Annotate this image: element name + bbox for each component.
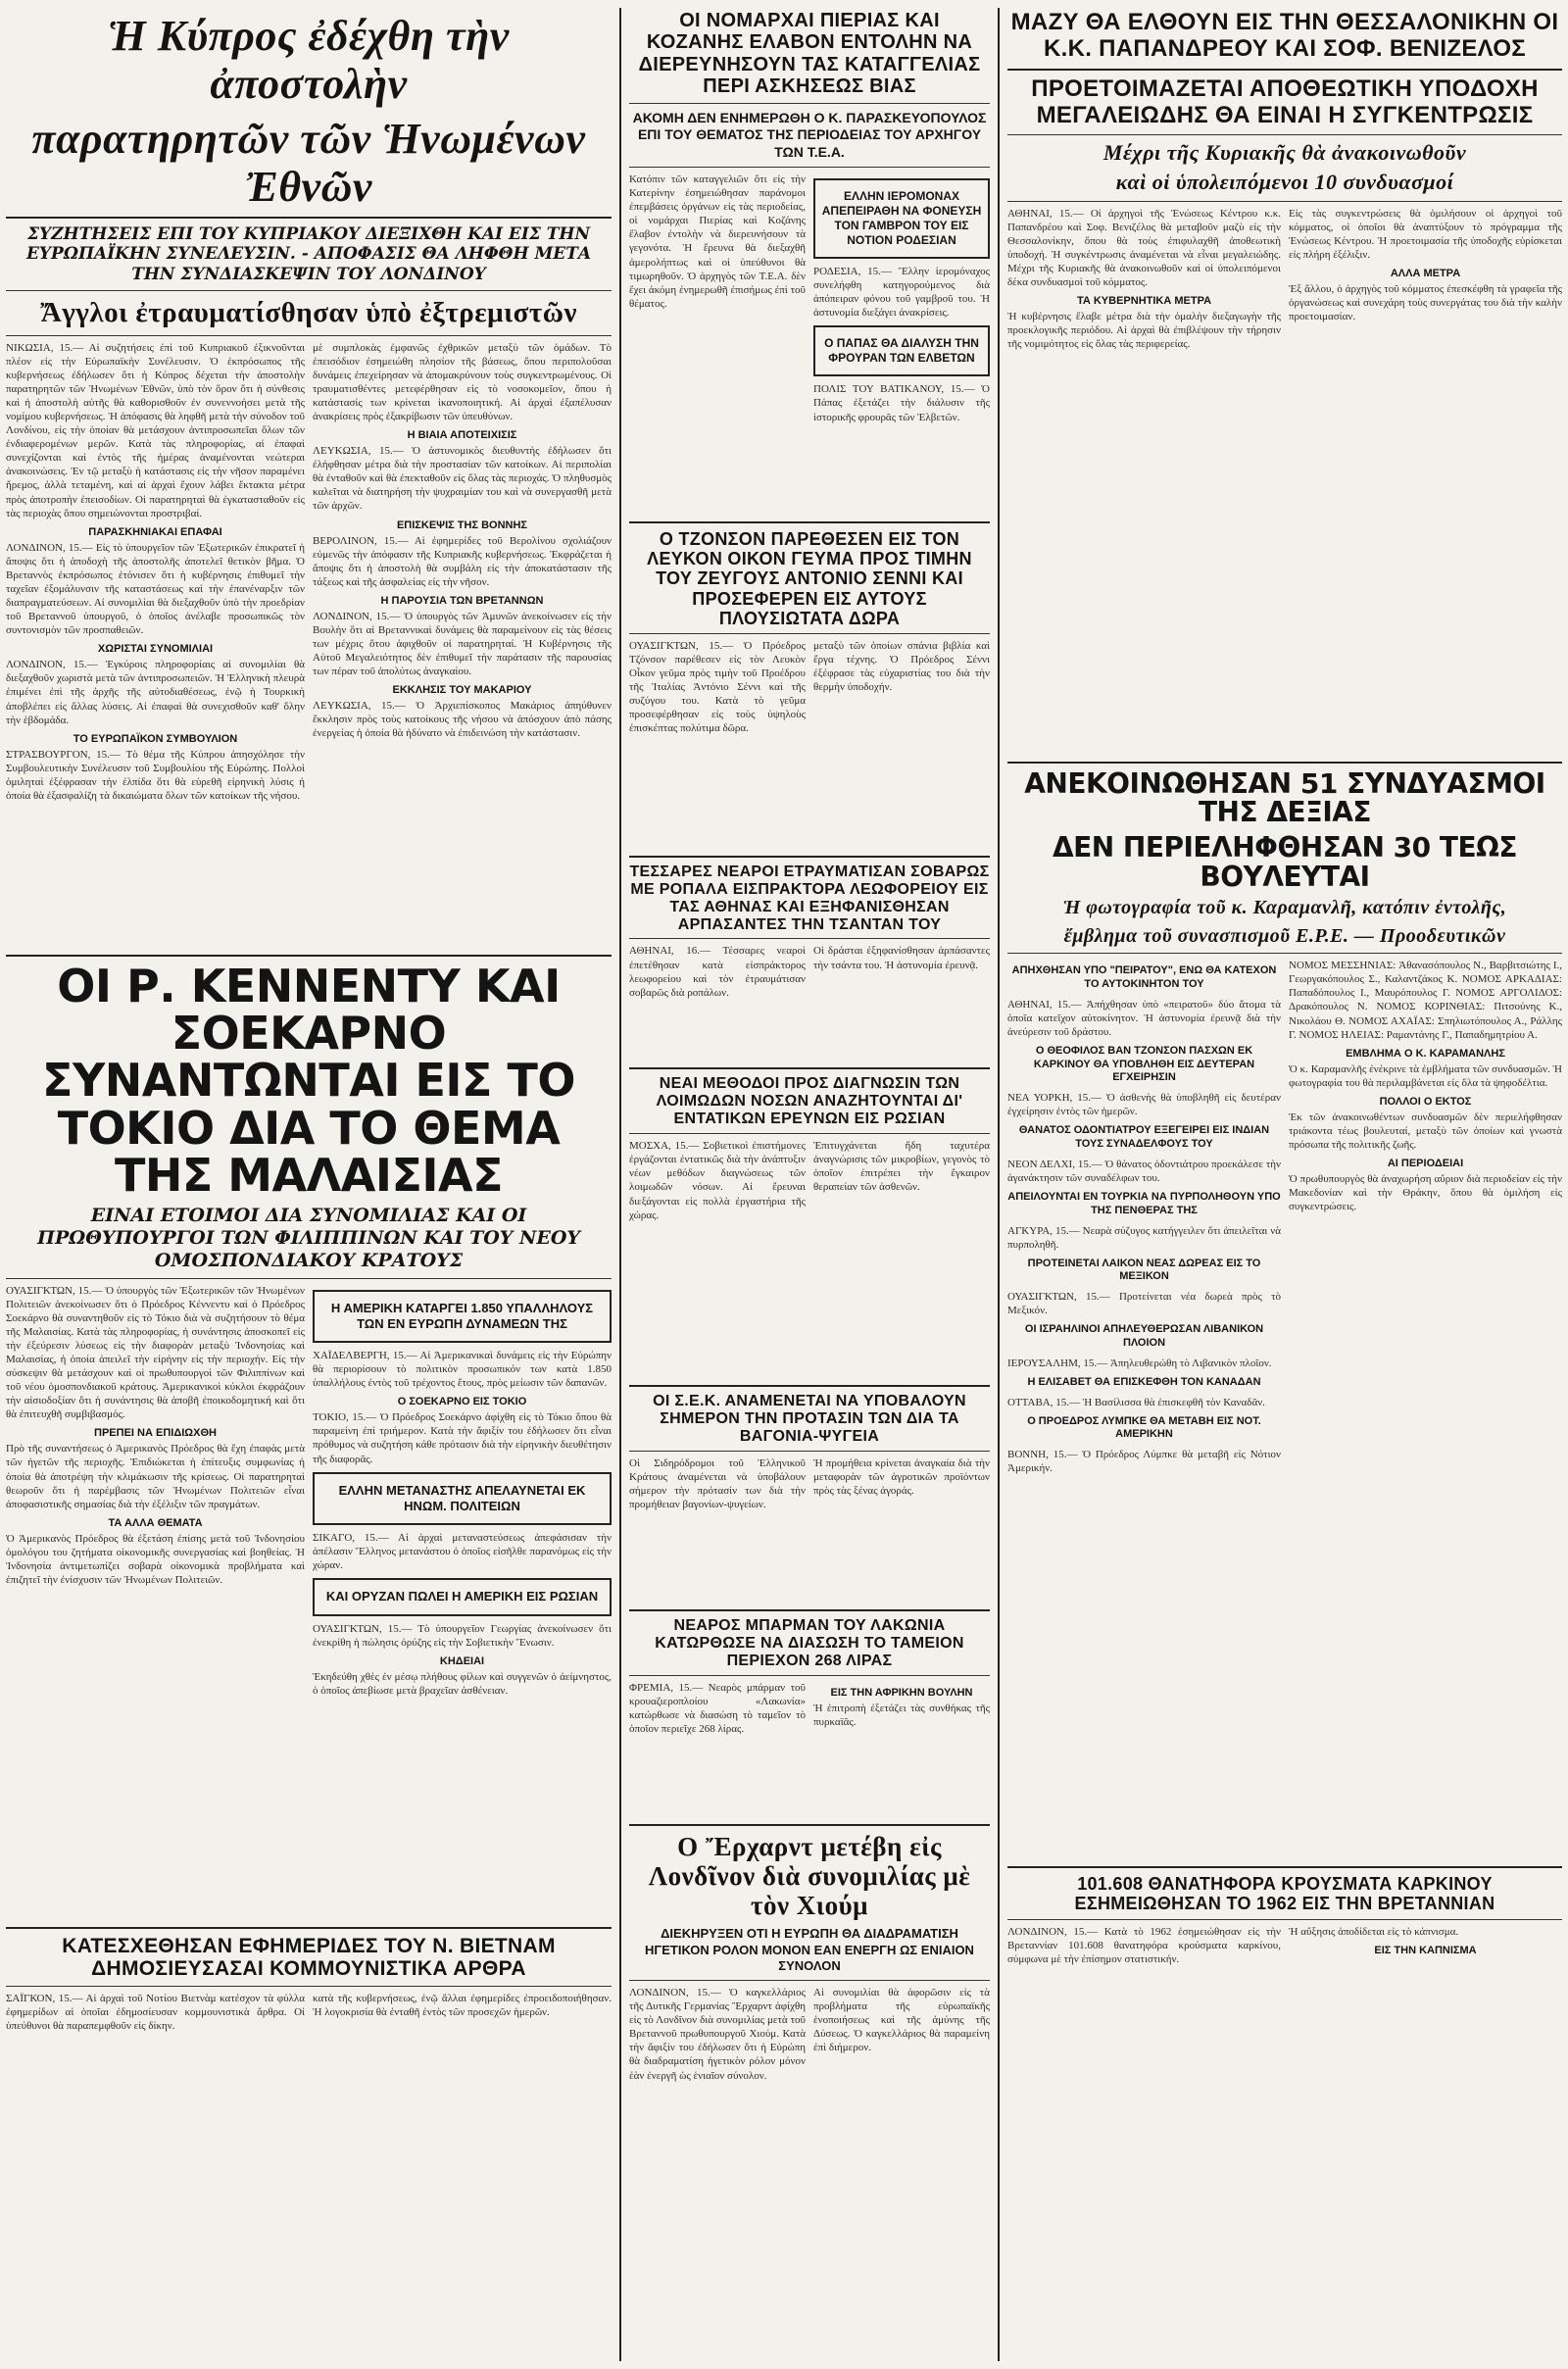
kennedy-deck: ΕΙΝΑΙ ΕΤΟΙΜΟΙ ΔΙΑ ΣΥΝΟΜΙΛΙΑΣ ΚΑΙ ΟΙ ΠΡΩΘΥΠΟΥΡΓΟΙ ΤΩΝ ΦΙΛΙΠΠΙΝΩΝ ΚΑΙ ΤΟΥ ΝΕΟΥ ΟΜΟΣΠΟΝΔΙΑΚΟΥ ΚΡΑΤΟΥΣ [37, 1205, 580, 1271]
turks-headline: Ἄγγλοι ἐτραυματίσθησαν ὑπὸ ἐξτρεμιστῶν [40, 297, 577, 329]
column-middle: ΟΙ ΝΟΜΑΡΧΑΙ ΠΙΕΡΙΑΣ ΚΑΙ ΚΟΖΑΝΗΣ ΕΛΑΒΟΝ ΕΝΤΟΛΗΝ ΝΑ ΔΙΕΡΕΥΝΗΣΟΥΝ ΤΑΣ ΚΑΤΑΓΓΕΛΙΑΣ ΠΕΡΙ ΑΣΚΗΣΕΩΣ ΒΙΑΣ ΑΚΟΜΗ ΔΕΝ ΕΝΗΜΕΡΩΘΗ Ο Κ. ΠΑΡΑΣΚΕΥΟΠΟΥΛΟΣ ΕΠΙ ΤΟΥ ΘΕΜΑΤΟΣ ΤΗΣ ΠΕΡΙΟΔΕΙΑΣ ΤΟΥ ΑΡΧΗΓΟΥ ΤΩΝ Τ.Ε.Α. Κατόπιν τῶν καταγγελιῶν ὅτι εἰς τὴν Κατερίνην ἐσημειώθησαν παράνομοι ἐπεμβάσεις ὀργάνων εἰς τὰς περιοδείας, οἱ νομάρχαι Πιερίας καὶ Κοζάνης ἔλαβον ἐντολὴν νὰ διερευνήσουν τὰ γεγονότα. Ἡ ἔρευνα θὰ διεξαχθῆ ἀμερολήπτως καὶ οἱ ὑπεύθυνοι θὰ τιμωρηθοῦν. Ὁ ἀρχηγὸς τῶν Τ.Ε.Α. δὲν ἔχει ἀκόμη ἐνημερωθῆ ἐπισήμως ἐπὶ τοῦ θέματος. ΕΛΛΗΝ ΙΕΡΟΜΟΝΑΧ ΑΠΕΠΕΙΡΑΘΗ ΝΑ ΦΟΝΕΥΣΗ ΤΟΝ ΓΑΜΒΡΟΝ ΤΟΥ ΕΙΣ ΝΟΤΙΟΝ ΡΟΔΕΣΙΑΝ ΡΟΔΕΣΙΑ, 15.— Ἕλλην ἱερομόναχος συνελήφθη κατηγορούμενος διὰ ἀπόπειραν φόνου τοῦ γαμβροῦ του. Ἡ ἀστυνομία διεξάγει ἀνακρίσεις. Ο ΠΑΠΑΣ ΘΑ ΔΙΑΛΥΣΗ ΤΗΝ ΦΡΟΥΡΑΝ ΤΩΝ ΕΛΒΕΤΩΝ ΠΟΛΙΣ ΤΟΥ ΒΑΤΙΚΑΝΟΥ, 15.— Ὁ Πάπας ἐξετάζει τὴν διάλυσιν τῆς ἱστορικῆς φρουρᾶς τῶν Ἑλβετῶν. Ο ΤΖΟΝΣΟΝ ΠΑΡΕΘΕΣΕΝ ΕΙΣ ΤΟΝ ΛΕΥΚΟΝ ΟΙΚΟΝ ΓΕΥΜΑ ΠΡΟΣ ΤΙΜΗΝ ΤΟΥ ΖΕΥΓΟΥΣ ΑΝΤΟΝΙΟ ΣΕΝΝΙ ΚΑΙ ΠΡΟΣΕΦΕΡΕΝ ΕΙΣ ΑΥΤΟΥΣ ΠΛΟΥΣΙΩΤΑΤΑ ΔΩΡΑ ΟΥΑΣΙΓΚΤΩΝ, 15.— Ὁ Πρόεδρος Τζόνσον παρέθεσεν εἰς τὸν Λευκὸν Οἶκον γεῦμα πρὸς τιμὴν τοῦ Προέδρου τῆς Ἰταλίας Ἀντόνιο Σέννι καὶ τῆς συζύγου του. Κατὰ τὸ γεῦμα προσεφέρθησαν εἰς τοὺς ὑψηλοὺς ἐπισκέπτας πολύτιμα δῶρα. μεταξὺ τῶν ὁποίων σπάνια βιβλία καὶ ἔργα τέχνης. Ὁ Πρόεδρος Σέννι ἐξέφρασε τὰς εὐχαριστίας του διὰ τὴν θερμὴν ὑποδοχήν. ΤΕΣΣΑΡΕΣ ΝΕΑΡΟΙ ΕΤΡΑΥΜΑΤΙΣΑΝ ΣΟΒΑΡΩΣ ΜΕ ΡΟΠΑΛΑ ΕΙΣΠΡΑΚΤΟΡΑ ΛΕΩΦΟΡΕΙΟΥ ΕΙΣ ΤΑΣ ΑΘΗΝΑΣ ΚΑΙ ΕΞΗΦΑΝΙΣΘΗΣΑΝ ΑΡΠΑΣΑΝΤΕΣ ΤΗΝ ΤΣΑΝΤΑΝ ΤΟΥ ΑΘΗΝΑΙ, 16.— Τέσσαρες νεαροὶ ἐπετέθησαν κατὰ εἰσπράκτορος λεωφορείου καὶ τὸν ἐτραυμάτισαν σοβαρῶς διὰ ροπάλων. Οἱ δράσται ἐξηφανίσθησαν ἁρπάσαντες τὴν τσάντα του. Ἡ ἀστυνομία ἐρευνᾷ. ΝΕΑΙ ΜΕΘΟΔΟΙ ΠΡΟΣ ΔΙΑΓΝΩΣΙΝ ΤΩΝ ΛΟΙΜΩΔΩΝ ΝΟΣΩΝ ΑΝΑΖΗΤΟΥΝΤΑΙ ΔΙ' ΕΝΤΑΤΙΚΩΝ ΕΡΕΥΝΩΝ ΕΙΣ ΡΩΣΙΑΝ ΜΟΣΧΑ, 15.— Σοβιετικοὶ ἐπιστήμονες ἐργάζονται ἐντατικῶς διὰ τὴν ἀνάπτυξιν νέων μεθόδων διαγνώσεως τῶν λοιμωδῶν νόσων. Αἱ ἔρευναι διεξάγονται εἰς πολλὰ ἐργαστήρια τῆς χώρας. Ἐπιτυγχάνεται ἤδη ταχυτέρα ἀναγνώρισις τῶν μικροβίων, γεγονὸς τὸ ὁποῖον ἐπιτρέπει τὴν ἔγκαιρον θεραπείαν τῶν ἀσθενῶν. ΟΙ Σ.Ε.Κ. ΑΝΑΜΕΝΕΤΑΙ ΝΑ ΥΠΟΒΑΛΟΥΝ ΣΗΜΕΡΟΝ ΤΗΝ ΠΡΟΤΑΣΙΝ ΤΩΝ ΔΙΑ ΤΑ ΒΑΓΟΝΙΑ-ΨΥΓΕΙΑ Οἱ Σιδηρόδρομοι τοῦ Ἑλληνικοῦ Κράτους ἀναμένεται νὰ ὑποβάλουν σήμερον τὴν πρότασίν των διὰ τὴν προμήθειαν βαγονίων-ψυγείων. Ἡ προμήθεια κρίνεται ἀναγκαία διὰ τὴν μεταφορὰν τῶν ἀγροτικῶν προϊόντων πρὸς τὰς ξένας ἀγοράς. ΝΕΑΡΟΣ ΜΠΑΡΜΑΝ ΤΟΥ ΛΑΚΩΝΙΑ ΚΑΤΩΡΘΩΣΕ ΝΑ ΔΙΑΣΩΣΗ ΤΟ ΤΑΜΕΙΟΝ ΠΕΡΙΕΧΟΝ 268 ΛΙΡΑΣ ΦΡΕΜΙΑ, 15.— Νεαρὸς μπάρμαν τοῦ κρουαζιεροπλοίου «Λακωνία» κατώρθωσε νὰ διασώση τὸ ταμεῖον τὸ ὁποῖον περιεῖχε 268 λίρας. ΕΙΣ ΤΗΝ ΑΦΡΙΚΗΝ ΒΟΥΛΗΝ Ἡ ἐπιτροπὴ ἐξετάζει τὰς συνθήκας τῆς πυρκαϊᾶς. Ο Ἔρχαρντ μετέβη εἰς Λονδῖνον διὰ συνομιλίας μὲ τὸν Χιούμ ΔΙΕΚΗΡΥΞΕΝ ΟΤΙ Η ΕΥΡΩΠΗ ΘΑ ΔΙΑΔΡΑΜΑΤΙΣΗ ΗΓΕΤΙΚΟΝ ΡΟΛΟΝ ΜΟΝΟΝ ΕΑΝ ΕΝΕΡΓΗ ΩΣ ΕΝΙΑΙΟΝ ΣΥΝΟΛΟΝ ΛΟΝΔΙΝΟΝ, 15.— Ὁ καγκελλάριος τῆς Δυτικῆς Γερμανίας Ἔρχαρντ ἀφίχθη εἰς τὸ Λονδῖνον διὰ συνομιλίας μετὰ τοῦ Βρεταννοῦ πρωθυπουργοῦ Χιούμ. Κατὰ τὴν ἄφιξίν του ἐδήλωσεν ὅτι ἡ Εὐρώπη θὰ διαδραματίση ἡγετικὸν ρόλον μόνον ἐὰν ἐνεργῆ ὡς ἑνιαῖον σύνολον. Αἱ συνομιλίαι θὰ ἀφορῶσιν εἰς τὰ προβλήματα τῆς εὐρωπαϊκῆς ἑνοποιήσεως καὶ τῆς ἀμύνης τῆς Δύσεως. Ὁ καγκελλάριος θὰ παραμείνη ἐπὶ διήμερον. [629, 10, 990, 2082]
greek-migrant-subhead: ΕΛΛΗΝ ΜΕΤΑΝΑΣΤΗΣ ΑΠΕΛΑΥΝΕΤΑΙ ΕΚ ΗΝΩΜ. ΠΟΛΙΤΕΙΩΝ [338, 1482, 586, 1513]
erhard-sub: ΔΙΕΚΗΡΥΞΕΝ ΟΤΙ Η ΕΥΡΩΠΗ ΘΑ ΔΙΑΔΡΑΜΑΤΙΣΗ ΗΓΕΤΙΚΟΝ ΡΟΛΟΝ ΜΟΝΟΝ ΕΑΝ ΕΝΕΡΓΗ ΩΣ ΕΝΙΑΙΟΝ ΣΥΝΟΛΟΝ [645, 1926, 974, 1973]
turkey-threat-subhead: ΑΠΕΙΛΟΥΝΤΑΙ ΕΝ ΤΟΥΡΚΙΑ ΝΑ ΠΥΡΠΟΛΗΘΟΥΝ ΥΠΟ ΤΗΣ ΠΕΝΘΕΡΑΣ ΤΗΣ [1007, 1191, 1281, 1216]
polloi-subhead: ΠΟΛΛΟΙ Ο ΕΚΤΟΣ [1379, 1095, 1472, 1108]
kideiai-subhead: ΚΗΔΕΙΑΙ [439, 1654, 485, 1667]
apotheosis-headline: ΠΡΟΕΤΟΙΜΑΖΕΤΑΙ ΑΠΟΘΕΩΤΙΚΗ ΥΠΟΔΟΧΗ ΜΕΓΑΛΕΙΩΔΗΣ ΘΑ ΕΙΝΑΙ Η ΣΥΓΚΕΝΤΡΩΣΙΣ [1031, 74, 1539, 128]
pope-box: Ο ΠΑΠΑΣ ΘΑ ΔΙΑΛΥΣΗ ΤΗΝ ΦΡΟΥΡΑΝ ΤΩΝ ΕΛΒΕΤΩΝ [824, 336, 979, 366]
hieromonk-box: ΕΛΛΗΝ ΙΕΡΟΜΟΝΑΧ ΑΠΕΠΕΙΡΑΘΗ ΝΑ ΦΟΝΕΥΣΗ ΤΟΝ ΓΑΜΒΡΟΝ ΤΟΥ ΕΙΣ ΝΟΤΙΟΝ ΡΟΔΕΣΙΑΝ [821, 189, 982, 248]
fire-africa-subhead: ΕΙΣ ΤΗΝ ΑΦΡΙΚΗΝ ΒΟΥΛΗΝ [830, 1686, 973, 1699]
nomarchs-sub: ΑΚΟΜΗ ΔΕΝ ΕΝΗΜΕΡΩΘΗ Ο Κ. ΠΑΡΑΣΚΕΥΟΠΟΥΛΟΣ ΕΠΙ ΤΟΥ ΘΕΜΑΤΟΣ ΤΗΣ ΠΕΡΙΟΔΕΙΑΣ ΤΟΥ ΑΡΧΗΓΟΥ ΤΩΝ Τ.Ε.Α. [632, 109, 987, 160]
column-right: ΜΑΖΥ ΘΑ ΕΛΘΟΥΝ ΕΙΣ ΤΗΝ ΘΕΣΣΑΛΟΝΙΚΗΝ ΟΙ Κ.Κ. ΠΑΠΑΝΔΡΕΟΥ ΚΑΙ ΣΟΦ. ΒΕΝΙΖΕΛΟΣ ΠΡΟΕΤΟΙΜΑΖΕΤΑΙ ΑΠΟΘΕΩΤΙΚΗ ΥΠΟΔΟΧΗ ΜΕΓΑΛΕΙΩΔΗΣ ΘΑ ΕΙΝΑΙ Η ΣΥΓΚΕΝΤΡΩΣΙΣ Μέχρι τῆς Κυριακῆς θὰ ἀνακοινωθοῦν καὶ οἱ ὑπολειπόμενοι 10 συνδυασμοί ΑΘΗΝΑΙ, 15.— Οἱ ἀρχηγοὶ τῆς Ἑνώσεως Κέντρου κ.κ. Παπανδρέου καὶ Σοφ. Βενιζέλος θὰ μεταβοῦν μαζὺ εἰς τὴν Θεσσαλονίκην, ὅπου θὰ τοὺς ἐπιφυλαχθῆ ἀποθεωτικὴ ὑποδοχή. Ἡ συγκέντρωσις ἀναμένεται νὰ εἶναι μεγαλειώδης. Μέχρι τῆς Κυριακῆς θὰ ἀνακοινωθοῦν καὶ οἱ ὑπολειπόμενοι δέκα συνδυασμοὶ τοῦ κόμματος. ΤΑ ΚΥΒΕΡΝΗΤΙΚΑ ΜΕΤΡΑ Ἡ κυβέρνησις ἔλαβε μέτρα διὰ τὴν ὁμαλὴν διεξαγωγὴν τῆς προεκλογικῆς περιόδου. Αἱ ἀρχαὶ θὰ ἐπιβλέψουν τὴν τήρησιν τῆς νομιμότητος εἰς ὅλας τὰς περιφερείας. Εἰς τὰς συγκεντρώσεις θὰ ὁμιλήσουν οἱ ἀρχηγοὶ τοῦ κόμματος, οἱ ὁποῖοι θὰ ἀναπτύξουν τὸ πρόγραμμα τῆς Ἑνώσεως Κέντρου. Ἡ προετοιμασία τῆς ὑποδοχῆς εὑρίσκεται εἰς πλήρη ἐξέλιξιν. ΑΛΛΑ ΜΕΤΡΑ Ἐξ ἄλλου, ὁ ἀρχηγὸς τοῦ κόμματος ἐπεσκέφθη τὰ γραφεῖα τῆς ὀργανώσεως καὶ συνεχάρη τοὺς συνεργάτας του διὰ τὴν καλὴν προετοιμασίαν. ΑΝΕΚΟΙΝΩΘΗΣΑΝ 51 ΣΥΝΔΥΑΣΜΟΙ ΤΗΣ ΔΕΞΙΑΣ ΔΕΝ ΠΕΡΙΕΛΗΦΘΗΣΑΝ 30 ΤΕΩΣ ΒΟΥΛΕΥΤΑΙ Ἡ φωτογραφία τοῦ κ. Καραμανλῆ, κατόπιν ἐντολῆς, ἔμβλημα τοῦ συνασπισμοῦ Ε.Ρ.Ε. — Προοδευτικῶν ΑΠΗΧΘΗΣΑΝ ΥΠΟ "ΠΕΙΡΑΤΟΥ", ΕΝΩ ΘΑ ΚΑΤΕΧΟΝ ΤΟ ΑΥΤΟΚΙΝΗΤΟΝ ΤΟΥ ΑΘΗΝΑΙ, 15.— Ἀπήχθησαν ὑπὸ «πειρατοῦ» δύο ἄτομα τὰ ὁποῖα κατεῖχον αὐτοκίνητον. Ἡ ἀστυνομία ἐρευνᾷ διὰ τὴν ἀνεύρεσιν τοῦ δράστου. Ο ΘΕΟΦΙΛΟΣ ΒΑΝ ΤΖΟΝΣΟΝ ΠΑΣΧΩΝ ΕΚ ΚΑΡΚΙΝΟΥ ΘΑ ΥΠΟΒΛΗΘΗ ΕΙΣ ΔΕΥΤΕΡΑΝ ΕΓΧΕΙΡΗΣΙΝ ΝΕΑ ΥΟΡΚΗ, 15.— Ὁ ἀσθενὴς θὰ ὑποβληθῆ εἰς δευτέραν ἐγχείρησιν ἐντὸς τῶν ἡμερῶν. ΘΑΝΑΤΟΣ ΟΔΟΝΤΙΑΤΡΟΥ ΕΞΕΓΕΙΡΕΙ ΕΙΣ ΙΝΔΙΑΝ ΤΟΥΣ ΣΥΝΑΔΕΛΦΟΥΣ ΤΟΥ ΝΕΟΝ ΔΕΛΧΙ, 15.— Ὁ θάνατος ὀδοντιάτρου προεκάλεσε τὴν ἀγανάκτησιν τῶν συναδέλφων του. ΑΠΕΙΛΟΥΝΤΑΙ ΕΝ ΤΟΥΡΚΙΑ ΝΑ ΠΥΡΠΟΛΗΘΟΥΝ ΥΠΟ ΤΗΣ ΠΕΝΘΕΡΑΣ ΤΗΣ ΑΓΚΥΡΑ, 15.— Νεαρὰ σύζυγος κατήγγειλεν ὅτι ἀπειλεῖται νὰ πυρποληθῆ. ΠΡΟΤΕΙΝΕΤΑΙ ΛΑΙΚΟΝ ΝΕΑΣ ΔΩΡΕΑΣ ΕΙΣ ΤΟ ΜΕΞΙΚΟΝ ΟΥΑΣΙΓΚΤΩΝ, 15.— Προτείνεται νέα δωρεὰ πρὸς τὸ Μεξικόν. ΟΙ ΙΣΡΑΗΛΙΝΟΙ ΑΠΗΛΕΥΘΕΡΩΣΑΝ ΛΙΒΑΝΙΚΟΝ ΠΛΟΙΟΝ ΙΕΡΟΥΣΑΛΗΜ, 15.— Ἀπηλευθερώθη τὸ Λιβανικὸν πλοῖον. Η ΕΛΙΣΑΒΕΤ ΘΑ ΕΠΙΣΚΕΦΘΗ ΤΟΝ ΚΑΝΑΔΑΝ ΟΤΤΑΒΑ, 15.— Ἡ Βασίλισσα θὰ ἐπισκεφθῆ τὸν Καναδᾶν. Ο ΠΡΟΕΔΡΟΣ ΛΥΜΠΚΕ ΘΑ ΜΕΤΑΒΗ ΕΙΣ ΝΟΤ. ΑΜΕΡΙΚΗΝ ΒΟΝΝΗ, 15.— Ὁ Πρόεδρος Λύμπκε θὰ μεταβῆ εἰς Νότιον Ἀμερικήν. ΝΟΜΟΣ ΜΕΣΣΗΝΙΑΣ: Ἀθανασόπουλος Ν., Βαρβιτσιώτης Ι., Γεωργακόπουλος Σ., Καλαντζάκος Κ. ΝΟΜΟΣ ΑΡΚΑΔΙΑΣ: Παπαδόπουλος Ι., Μαυρόπουλος Γ. ΝΟΜΟΣ ΑΡΓΟΛΙΔΟΣ: Δρακόπουλος Ν. ΝΟΜΟΣ ΚΟΡΙΝΘΙΑΣ: Πιτσούνης Κ., Νικολάου Θ. ΝΟΜΟΣ ΑΧΑΪΑΣ: Σπηλιωτόπουλος Α., Ράλλης Γ. ΝΟΜΟΣ ΗΛΕΙΑΣ: Ραμαντάνης Γ., Παπαδημητρίου Α. ΕΜΒΛΗΜΑ Ο Κ. ΚΑΡΑΜΑΝΛΗΣ Ὁ κ. Καραμανλῆς ἐνέκρινε τὰ ἐμβλήματα τῶν συνδυασμῶν. Ἡ φωτογραφία του θὰ περιλαμβάνεται εἰς ὅλα τὰ ψηφοδέλτια. ΠΟΛΛΟΙ Ο ΕΚΤΟΣ Ἐκ τῶν ἀνακοινωθέντων συνδυασμῶν δὲν περιελήφθησαν τριάκοντα τέως βουλευταί, μεταξὺ τῶν ὁποίων καὶ γνωστὰ πρόσωπα τῆς πολιτικῆς ζωῆς. ΑΙ ΠΕΡΙΟΔΕΙΑΙ Ὁ πρωθυπουργὸς θὰ ἀναχωρήση αὔριον διὰ περιοδείαν εἰς τὴν Μακεδονίαν καὶ τὴν Θράκην, ὅπου θὰ ὁμιλήση εἰς συγκεντρώσεις. 101.608 ΘΑΝΑΤΗΦΟΡΑ ΚΡΟΥΣΜΑΤΑ ΚΑΡΚΙΝΟΥ ΕΣΗΜΕΙΩΘΗΣΑΝ ΤΟ 1962 ΕΙΣ ΤΗΝ ΒΡΕΤΑΝΝΙΑΝ ΛΟΝΔΙΝΟΝ, 15.— Κατὰ τὸ 1962 ἐσημειώθησαν εἰς τὴν Βρεταννίαν 101.608 θανατηφόρα κρούσματα καρκίνου, σύμφωνα μὲ τὴν ἐπίσημον στατιστικήν. Ἡ αὔξησις ἀποδίδεται εἰς τὸ κάπνισμα. ΕΙΣ ΤΗΝ ΚΑΠΝΙΣΜΑ [1007, 9, 1562, 1965]
elizabeth-subhead: Η ΕΛΙΣΑΒΕΤ ΘΑ ΕΠΙΣΚΕΦΘΗ ΤΟΝ ΚΑΝΑΔΑΝ [1027, 1375, 1261, 1388]
sek-headline: ΟΙ Σ.Ε.Κ. ΑΝΑΜΕΝΕΤΑΙ ΝΑ ΥΠΟΒΑΛΟΥΝ ΣΗΜΕΡΟΝ ΤΗΝ ΠΡΟΤΑΣΙΝ ΤΩΝ ΔΙΑ ΤΑ ΒΑΓΟΝΙΑ-ΨΥΓΕΙΑ [653, 1393, 966, 1445]
kidnap-subhead: ΑΠΗΧΘΗΣΑΝ ΥΠΟ "ΠΕΙΡΑΤΟΥ", ΕΝΩ ΘΑ ΚΑΤΕΧΟΝ ΤΟ ΑΥΤΟΚΙΝΗΤΟΝ ΤΟΥ [1011, 964, 1277, 990]
cyprus-headline-line-2: παρατηρητῶν τῶν Ἡνωμένων Ἐθνῶν [31, 114, 586, 211]
other-topics-subhead: ΤΑ ΑΛΛΑ ΘΕΜΑΤΑ [108, 1516, 203, 1529]
thessaloniki-headline: ΜΑΖΥ ΘΑ ΕΛΘΟΥΝ ΕΙΣ ΤΗΝ ΘΕΣΣΑΛΟΝΙΚΗΝ ΟΙ Κ.Κ. ΠΑΠΑΝΔΡΕΟΥ ΚΑΙ ΣΟΦ. ΒΕΝΙΖΕΛΟΣ [1010, 9, 1559, 62]
sunday-line-2: καὶ οἱ ὑπολειπόμενοι 10 συνδυασμοί [1115, 170, 1454, 195]
nomarchs-headline: ΟΙ ΝΟΜΑΡΧΑΙ ΠΙΕΡΙΑΣ ΚΑΙ ΚΟΖΑΝΗΣ ΕΛΑΒΟΝ ΕΝΤΟΛΗΝ ΝΑ ΔΙΕΡΕΥΝΗΣΟΥΝ ΤΑΣ ΚΑΤΑΓΓΕΛΙΑΣ ΠΕΡΙ ΑΣΚΗΣΕΩΣ ΒΙΑΣ [638, 10, 981, 98]
lakonia-headline: ΝΕΑΡΟΣ ΜΠΑΡΜΑΝ ΤΟΥ ΛΑΚΩΝΙΑ ΚΑΤΩΡΘΩΣΕ ΝΑ ΔΙΑΣΩΣΗ ΤΟ ΤΑΜΕΙΟΝ ΠΕΡΙΕΧΟΝ 268 ΛΙΡΑΣ [655, 1616, 964, 1669]
cancer-headline: 101.608 ΘΑΝΑΤΗΦΟΡΑ ΚΡΟΥΣΜΑΤΑ ΚΑΡΚΙΝΟΥ ΕΣΗΜΕΙΩΘΗΣΑΝ ΤΟ 1962 ΕΙΣ ΤΗΝ ΒΡΕΤΑΝΝΙΑΝ [1074, 1874, 1495, 1914]
vietnam-headline: ΚΑΤΕΣΧΕΘΗΣΑΝ ΕΦΗΜΕΡΙΔΕΣ ΤΟΥ Ν. ΒΙΕΤΝΑΜ ΔΗΜΟΣΙΕΥΣΑΣΑΙ ΚΟΜΜΟΥΝΙΣΤΙΚΑ ΑΡΘΡΑ [62, 1934, 556, 1981]
karamanlis-subhead: ΕΜΒΛΗΜΑ Ο Κ. ΚΑΡΑΜΑΝΛΗΣ [1346, 1047, 1505, 1060]
america-subhead: Η ΑΜΕΡΙΚΗ ΚΑΤΑΡΓΕΙ 1.850 ΥΠΑΛΛΗΛΟΥΣ ΤΩΝ ΕΝ ΕΥΡΩΠΗ ΔΥΝΑΜΕΩΝ ΤΗΣ [330, 1300, 594, 1331]
column-left: Ἡ Κύπρος ἐδέχθη τὴν ἀποστολὴν παρατηρητῶν τῶν Ἡνωμένων Ἐθνῶν ΣΥΖΗΤΗΣΕΙΣ ΕΠΙ ΤΟΥ ΚΥΠΡΙΑΚΟΥ ΔΙΕΞΙΧΘΗ ΚΑΙ ΕΙΣ ΤΗΝ ΕΥΡΩΠΑΪΚΗΝ ΣΥΝΕΛΕΥΣΙΝ. - ΑΠΟΦΑΣΙΣ ΘΑ ΛΗΦΘΗ ΜΕΤΑ ΤΗΝ ΣΥΝΔΙΑΣΚΕΨΙΝ ΤΟΥ ΛΟΝΔΙΝΟΥ Ἄγγλοι ἐτραυματίσθησαν ὑπὸ ἐξτρεμιστῶν ΝΙΚΩΣΙΑ, 15.— Αἱ συζητήσεις ἐπὶ τοῦ Κυπριακοῦ ἐξικνοῦνται πλέον εἰς τὴν Εὐρωπαϊκὴν Συνέλευσιν. Ὁ ἐκπρόσωπος τῆς κυβερνήσεως ἐδήλωσεν ὅτι ἡ Κύπρος δέχεται τὴν ἀποστολὴν παρατηρητῶν τῶν Ἡνωμένων Ἐθνῶν, ὑπὸ τὸν ὅρον ὅτι ἡ σύνθεσις καὶ ἡ ἀποστολὴ αὐτῆς θὰ καθορισθοῦν ἐν συνεννοήσει μετὰ τῆς νομίμου κυβερνήσεως. Ἡ ἀπόφασις θὰ ληφθῆ μετὰ τὴν σύνοδον τοῦ Λονδίνου, εἰς τὴν ὁποίαν θὰ μετάσχουν ἀντιπροσωπεῖαι ὅλων τῶν ἐνδιαφερομένων μερῶν. Κατὰ τὰς πληροφορίας, αἱ ἐπαφαὶ συνεχίζονται καὶ ἐντὸς τῆς ἡμέρας ἀναμένονται νεώτεραι ἀνακοινώσεις. Ἐν τῷ μεταξὺ ἡ κατάστασις εἰς τὴν νῆσον παραμένει ἤρεμος, ἀλλὰ τεταμένη, καὶ αἱ ἀρχαὶ ἔχουν λάβει ἔκτακτα μέτρα πρὸς ἀποτροπὴν ἐπεισοδίων. Οἱ παρατηρηταὶ θὰ ἐγκατασταθοῦν εἰς τὰς περιοχὰς ὅπου σημειώνονται προστριβαί. ΠΑΡΑΣΚΗΝΙΑΚΑΙ ΕΠΑΦΑΙ ΛΟΝΔΙΝΟΝ, 15.— Εἰς τὸ ὑπουργεῖον τῶν Ἐξωτερικῶν ἐπικρατεῖ ἡ ἄποψις ὅτι ἡ ἀποδοχὴ τῆς ἀποστολῆς ἀποτελεῖ θετικὸν βῆμα. Ὁ Βρεταννὸς ἐκπρόσωπος ἐτόνισεν ὅτι ἡ κυβέρνησις ἐπιθυμεῖ τὴν ταχεῖαν ἐξομάλυνσιν τῆς καταστάσεως καὶ τὴν ἐπανέναρξιν τῶν διαπραγματεύσεων. Αἱ συνομιλίαι θὰ διεξαχθοῦν ὑπὸ τὴν προεδρίαν τοῦ Βρεταννοῦ ὑπουργοῦ, ὁ ὁποῖος ἀνέλαβε προσωπικῶς τὸν συντονισμὸν τῶν προσπαθειῶν. ΧΩΡΙΣΤΑΙ ΣΥΝΟΜΙΛΙΑΙ ΛΟΝΔΙΝΟΝ, 15.— Ἐγκύροις πληροφορίαις αἱ συνομιλίαι θὰ διεξαχθοῦν χωριστὰ μετὰ τῶν ἀντιπροσωπειῶν. Ἡ Ἑλληνικὴ πλευρὰ ἐπιμένει ἐπὶ τῆς ἀρχῆς τῆς αὐτοδιαθέσεως, ἐνῷ ἡ Τουρκικὴ ἀποβλέπει εἰς ἄλλας λύσεις. Αἱ ἐπαφαὶ θὰ συνεχισθοῦν καθ' ὅλην τὴν ἑβδομάδα. ΤΟ ΕΥΡΩΠΑΪΚΟΝ ΣΥΜΒΟΥΛΙΟΝ ΣΤΡΑΣΒΟΥΡΓΟΝ, 15.— Τὸ θέμα τῆς Κύπρου ἀπησχόλησε τὴν Συμβουλευτικὴν Συνέλευσιν τοῦ Συμβουλίου τῆς Εὐρώπης. Πολλοὶ ὁμιληταὶ ἐξέφρασαν τὴν ἐλπίδα ὅτι θὰ εὑρεθῆ εἰρηνικὴ λύσις ἡ ὁποία θὰ ἐξασφαλίζη τὰ δικαιώματα ὅλων τῶν κατοίκων τῆς νήσου. μὲ συμπλοκὰς ἐμφανῶς ἐχθρικῶν μεταξὺ τῶν ὁμάδων. Τὸ ἐπεισόδιον ἐσημειώθη πλησίον τῆς βάσεως, ὅπου περιπολοῦσαι δυνάμεις ἐπεχείρησαν νὰ ἀπομακρύνουν τοὺς συγκεντρωμένους. Οἱ τραυματισθέντες μετεφέρθησαν εἰς τὸ νοσοκομεῖον, ὅπου ἡ κατάστασίς των κρίνεται ἱκανοποιητική. Αἱ ἀρχαὶ ἐξαπέλυσαν ἀνακρίσεις πρὸς ἐξακρίβωσιν τῶν ὑπευθύνων. Η ΒΙΑΙΑ ΑΠΟΤΕΙΧΙΣΙΣ ΛΕΥΚΩΣΙΑ, 15.— Ὁ ἀστυνομικὸς διευθυντὴς ἐδήλωσεν ὅτι ἐλήφθησαν μέτρα διὰ τὴν προστασίαν τῶν κατοίκων. Αἱ περιπολίαι θὰ ἐνταθοῦν καὶ θὰ ἐπεκταθοῦν εἰς ὅλας τὰς περιοχάς. Ὁ πληθυσμὸς καλεῖται νὰ διατηρήση τὴν ψυχραιμίαν του καὶ νὰ συνεργασθῆ μετὰ τῶν ἀρχῶν. ΕΠΙΣΚΕΨΙΣ ΤΗΣ ΒΟΝΝΗΣ ΒΕΡΟΛΙΝΟΝ, 15.— Αἱ ἐφημερίδες τοῦ Βερολίνου σχολιάζουν εὐμενῶς τὴν ἀπόφασιν τῆς Κυπριακῆς κυβερνήσεως. Ἐκφράζεται ἡ ἄποψις ὅτι ἡ ἀποστολὴ θὰ συμβάλη εἰς τὴν ἀποκατάστασιν τῆς τάξεως καὶ τῆς ἀσφαλείας εἰς τὴν νῆσον. Η ΠΑΡΟΥΣΙΑ ΤΩΝ ΒΡΕΤΑΝΝΩΝ ΛΟΝΔΙΝΟΝ, 15.— Ὁ ὑπουργὸς τῶν Ἀμυνῶν ἀνεκοίνωσεν εἰς τὴν Βουλὴν ὅτι αἱ Βρεταννικαὶ δυνάμεις θὰ παραμείνουν εἰς τὰς θέσεις των μέχρις ὅτου ἀφιχθοῦν οἱ παρατηρηταί. Ἡ Κυβέρνησις τῆς Αὐτοῦ Μεγαλειότητος δὲν ἐπιθυμεῖ τὴν παράτασιν τῆς παρουσίας των πέραν τοῦ ἀπολύτως ἀναγκαίου. ΕΚΚΛΗΣΙΣ ΤΟΥ ΜΑΚΑΡΙΟΥ ΛΕΥΚΩΣΙΑ, 15.— Ὁ Ἀρχιεπίσκοπος Μακάριος ἀπηύθυνεν ἔκκλησιν πρὸς τοὺς κατοίκους τῆς νήσου νὰ ἀπόσχουν ἀπὸ πάσης ἐνεργείας ἡ ὁποία θὰ ἠδύνατο νὰ ἐπιδεινώση τὴν κατάστασιν. ΟΙ Ρ. ΚΕΝΝΕΝΤΥ ΚΑΙ ΣΟΕΚΑΡΝΟ ΣΥΝΑΝΤΩΝΤΑΙ ΕΙΣ ΤΟ ΤΟΚΙΟ ΔΙΑ ΤΟ ΘΕΜΑ ΤΗΣ ΜΑΛΑΙΣΙΑΣ ΕΙΝΑΙ ΕΤΟΙΜΟΙ ΔΙΑ ΣΥΝΟΜΙΛΙΑΣ ΚΑΙ ΟΙ ΠΡΩΘΥΠΟΥΡΓΟΙ ΤΩΝ ΦΙΛΙΠΠΙΝΩΝ ΚΑΙ ΤΟΥ ΝΕΟΥ ΟΜΟΣΠΟΝΔΙΑΚΟΥ ΚΡΑΤΟΥΣ ΟΥΑΣΙΓΚΤΩΝ, 15.— Ὁ ὑπουργὸς τῶν Ἐξωτερικῶν τῶν Ἡνωμένων Πολιτειῶν ἀνεκοίνωσεν ὅτι ὁ Πρόεδρος Κέννεντυ καὶ ὁ Πρόεδρος Σοεκάρνο θὰ συναντηθοῦν εἰς τὸ Τόκιο διὰ νὰ συζητήσουν τὸ θέμα τῆς Μαλαισίας. Κατὰ τὰς πληροφορίας, ἡ συνάντησις ἀποσκοπεῖ εἰς τὴν ἐξεύρεσιν λύσεως εἰς τὴν διαφορὰν μεταξὺ Ἰνδονησίας καὶ Μαλαισίας, ἡ ὁποία ἀπειλεῖ τὴν εἰρήνην εἰς τὴν περιοχήν. Εἰς τὴν σύσκεψιν θὰ μετάσχουν καὶ οἱ πρωθυπουργοὶ τῶν Φιλιππίνων καὶ τοῦ νέου ὁμοσπονδιακοῦ κράτους. Ἀμερικανικοὶ κύκλοι ἐκφράζουν τὴν αἰσιοδοξίαν ὅτι ἡ συνάντησις θὰ ἀποβῆ ἐποικοδομητική καὶ ὅτι θὰ ἐπιτευχθῆ συμβιβασμός. ΠΡΕΠΕΙ ΝΑ ΕΠΙΔΙΩΧΘΗ Πρὸ τῆς συναντήσεως ὁ Ἀμερικανὸς Πρόεδρος θὰ ἔχη ἐπαφὰς μετὰ τῶν ἡγετῶν τῆς περιοχῆς. Ἐπιδιώκεται ἡ ἐπίτευξις συμφωνίας ἡ ὁποία θὰ ἀποτρέψη τὴν κλιμάκωσιν τῆς κρίσεως. Οἱ παρατηρηταὶ θεωροῦν ὅτι ἡ παρέμβασις τῶν Ἡνωμένων Πολιτειῶν εἶναι ἀποφασιστικῆς σημασίας διὰ τὴν ἐξέλιξιν τῶν πραγμάτων. ΤΑ ΑΛΛΑ ΘΕΜΑΤΑ Ὁ Ἀμερικανὸς Πρόεδρος θὰ ἐξετάση ἐπίσης μετὰ τοῦ Ἰνδονησίου ὁμολόγου του ζητήματα οἰκονομικῆς συνεργασίας καὶ βοηθείας. Ἡ Ἰνδονησία ἀντιμετωπίζει σοβαρὰ οἰκονομικὰ προβλήματα καὶ ἐπιζητεῖ τὴν ἐνίσχυσιν τῶν Ἡνωμένων Πολιτειῶν. Η ΑΜΕΡΙΚΗ ΚΑΤΑΡΓΕΙ 1.850 ΥΠΑΛΛΗΛΟΥΣ ΤΩΝ ΕΝ ΕΥΡΩΠΗ ΔΥΝΑΜΕΩΝ ΤΗΣ ΧΑΪΔΕΛΒΕΡΓΗ, 15.— Αἱ Ἀμερικανικαὶ δυνάμεις εἰς τὴν Εὐρώπην θὰ περιορίσουν τὸ πολιτικὸν προσωπικόν των κατὰ 1.850 ὑπαλλήλους ἐντὸς τοῦ τρέχοντος ἔτους, πρὸς μείωσιν τῶν δαπανῶν. Ο ΣΟΕΚΑΡΝΟ ΕΙΣ ΤΟΚΙΟ ΤΟΚΙΟ, 15.— Ὁ Πρόεδρος Σοεκάρνο ἀφίχθη εἰς τὸ Τόκιο ὅπου θὰ παραμείνη ἐπὶ τριήμερον. Κατὰ τὴν ἄφιξίν του ἐδήλωσεν ὅτι εἶναι πρόθυμος νὰ συζητήση κάθε πρότασιν διὰ τὴν εἰρηνικὴν διευθέτησιν τῆς διαφορᾶς. ΕΛΛΗΝ ΜΕΤΑΝΑΣΤΗΣ ΑΠΕΛΑΥΝΕΤΑΙ ΕΚ ΗΝΩΜ. ΠΟΛΙΤΕΙΩΝ ΣΙΚΑΓΟ, 15.— Αἱ ἀρχαὶ μεταναστεύσεως ἀπεφάσισαν τὴν ἀπέλασιν Ἕλληνος μετανάστου ὁ ὁποῖος εἰσῆλθε παρανόμως εἰς τὴν χώραν. ΚΑΙ ΟΡΥΖΑΝ ΠΩΛΕΙ Η ΑΜΕΡΙΚΗ ΕΙΣ ΡΩΣΙΑΝ ΟΥΑΣΙΓΚΤΩΝ, 15.— Τὸ ὑπουργεῖον Γεωργίας ἀνεκοίνωσεν ὅτι ἐνεκρίθη ἡ πώλησις ὀρύζης εἰς τὴν Σοβιετικὴν Ἕνωσιν. ΚΗΔΕΙΑΙ Ἐκηδεύθη χθὲς ἐν μέσῳ πλήθους φίλων καὶ συγγενῶν ὁ ἀείμνηστος, ὁ ὁποῖος ἀπεβίωσε μετὰ βραχεῖαν ἀσθένειαν. ΚΑΤΕΣΧΕΘΗΣΑΝ ΕΦΗΜΕΡΙΔΕΣ ΤΟΥ Ν. ΒΙΕΤΝΑΜ ΔΗΜΟΣΙΕΥΣΑΣΑΙ ΚΟΜΜΟΥΝΙΣΤΙΚΑ ΑΡΘΡΑ ΣΑΪΓΚΟΝ, 15.— Αἱ ἀρχαὶ τοῦ Νοτίου Βιετνὰμ κατέσχον τὰ φύλλα ἐφημερίδων αἱ ὁποῖαι ἐδημοσίευσαν κομμουνιστικὰ ἄρθρα. Οἱ ὑπεύθυνοι θὰ παραπεμφθοῦν εἰς δίκην. κατὰ τῆς κυβερνήσεως, ἐνῷ ἄλλαι ἐφημερίδες ἐπροειδοποιήθησαν. Ἡ λογοκρισία θὰ ἐνταθῆ ἐντὸς τῶν προσεχῶν ἡμερῶν. [6, 12, 612, 2032]
other-measures-subhead: ΑΛΛΑ ΜΕΤΡΑ [1390, 268, 1461, 280]
periodeia-subhead: ΑΙ ΠΕΡΙΟΔΕΙΑΙ [1387, 1158, 1464, 1170]
tzonson-headline: Ο ΤΖΟΝΣΟΝ ΠΑΡΕΘΕΣΕΝ ΕΙΣ ΤΟΝ ΛΕΥΚΟΝ ΟΙΚΟΝ ΓΕΥΜΑ ΠΡΟΣ ΤΙΜΗΝ ΤΟΥ ΖΕΥΓΟΥΣ ΑΝΤΟΝΙΟ ΣΕΝΝΙ ΚΑΙ ΠΡΟΣΕΦΕΡΕΝ ΕΙΣ ΑΥΤΟΥΣ ΠΛΟΥΣΙΩΤΑΤΑ ΔΩΡΑ [647, 529, 972, 628]
cyprus-deck: ΣΥΖΗΤΗΣΕΙΣ ΕΠΙ ΤΟΥ ΚΥΠΡΙΑΚΟΥ ΔΙΕΞΙΧΘΗ ΚΑΙ ΕΙΣ ΤΗΝ ΕΥΡΩΠΑΪΚΗΝ ΣΥΝΕΛΕΥΣΙΝ. - ΑΠΟΦΑΣΙΣ ΘΑ ΛΗΦΘΗ ΜΕΤΑ ΤΗΝ ΣΥΝΔΙΑΣΚΕΨΙΝ ΤΟΥ ΛΟΝΔΙΝΟΥ [25, 224, 592, 284]
gov-measures-subhead: ΤΑ ΚΥΒΕΡΝΗΤΙΚΑ ΜΕΤΡΑ [1076, 295, 1212, 308]
erhard-headline: Ο Ἔρχαρντ μετέβη εἰς Λονδῖνον διὰ συνομιλίας μὲ τὸν Χιούμ [648, 1831, 971, 1921]
lists-deck-1: Ἡ φωτογραφία τοῦ κ. Καραμανλῆ, κατόπιν ἐντολῆς, [1062, 897, 1507, 919]
soekarno-tokyo-subhead: Ο ΣΟΕΚΑΡΝΟ ΕΙΣ ΤΟΚΙΟ [397, 1396, 527, 1408]
kennedy-headline: ΟΙ Ρ. ΚΕΝΝΕΝΤΥ ΚΑΙ ΣΟΕΚΑΡΝΟ ΣΥΝΑΝΤΩΝΤΑΙ ΕΙΣ ΤΟ ΤΟΚΙΟ ΔΙΑ ΤΟ ΘΕΜΑ ΤΗΣ ΜΑΛΑΙΣΙΑΣ [42, 959, 575, 1202]
theophilos-subhead: Ο ΘΕΟΦΙΛΟΣ ΒΑΝ ΤΖΟΝΣΟΝ ΠΑΣΧΩΝ ΕΚ ΚΑΡΚΙΝΟΥ ΘΑ ΥΠΟΒΛΗΘΗ ΕΙΣ ΔΕΥΤΕΡΑΝ ΕΓΧΕΙΡΗΣΙΝ [1033, 1044, 1255, 1084]
lists-headline-2: ΔΕΝ ΠΕΡΙΕΛΗΦΘΗΣΑΝ 30 ΤΕΩΣ ΒΟΥΛΕΥΤΑΙ [1052, 831, 1518, 893]
death-dentist-subhead: ΘΑΝΑΤΟΣ ΟΔΟΝΤΙΑΤΡΟΥ ΕΞΕΓΕΙΡΕΙ ΕΙΣ ΙΝΔΙΑΝ ΤΟΥΣ ΣΥΝΑΔΕΛΦΟΥΣ ΤΟΥ [1018, 1124, 1270, 1151]
lists-deck-2: ἔμβλημα τοῦ συνασπισμοῦ Ε.Ρ.Ε. — Προοδευτικῶν [1063, 924, 1506, 947]
lists-headline-1: ΑΝΕΚΟΙΝΩΘΗΣΑΝ 51 ΣΥΝΔΥΑΣΜΟΙ ΤΗΣ ΔΕΞΙΑΣ [1024, 766, 1545, 829]
sunday-line-1: Μέχρι τῆς Κυριακῆς θὰ ἀνακοινωθοῦν [1102, 139, 1467, 165]
diagnosis-headline: ΝΕΑΙ ΜΕΘΟΔΟΙ ΠΡΟΣ ΔΙΑΓΝΩΣΙΝ ΤΩΝ ΛΟΙΜΩΔΩΝ ΝΟΣΩΝ ΑΝΑΖΗΤΟΥΝΤΑΙ ΔΙ' ΕΝΤΑΤΙΚΩΝ ΕΡΕΥΝΩΝ ΕΙΣ ΡΩΣΙΑΝ [656, 1075, 963, 1128]
lubke-subhead: Ο ΠΡΟΕΔΡΟΣ ΛΥΜΠΚΕ ΘΑ ΜΕΤΑΒΗ ΕΙΣ ΝΟΤ. ΑΜΕΡΙΚΗΝ [1027, 1414, 1261, 1441]
robbery-headline: ΤΕΣΣΑΡΕΣ ΝΕΑΡΟΙ ΕΤΡΑΥΜΑΤΙΣΑΝ ΣΟΒΑΡΩΣ ΜΕ ΡΟΠΑΛΑ ΕΙΣΠΡΑΚΤΟΡΑ ΛΕΩΦΟΡΕΙΟΥ ΕΙΣ ΤΑΣ ΑΘΗΝΑΣ ΚΑΙ ΕΞΗΦΑΝΙΣΘΗΣΑΝ ΑΡΠΑΣΑΝΤΕΣ ΤΗΝ ΤΣΑΝΤΑΝ ΤΟΥ [629, 863, 990, 933]
footer-line: ΕΙΣ ΤΗΝ ΚΑΠΝΙΣΜΑ [1374, 1944, 1477, 1956]
us-aid-subhead: ΠΡΟΤΕΙΝΕΤΑΙ ΛΑΙΚΟΝ ΝΕΑΣ ΔΩΡΕΑΣ ΕΙΣ ΤΟ ΜΕΞΙΚΟΝ [1027, 1257, 1261, 1283]
cyprus-headline-line-1: Ἡ Κύπρος ἐδέχθη τὴν ἀποστολὴν [108, 12, 510, 109]
roar-subhead: ΚΑΙ ΟΡΥΖΑΝ ΠΩΛΕΙ Η ΑΜΕΡΙΚΗ ΕΙΣ ΡΩΣΙΑΝ [325, 1589, 599, 1604]
israel-subhead: ΟΙ ΙΣΡΑΗΛΙΝΟΙ ΑΠΗΛΕΥΘΕΡΩΣΑΝ ΛΙΒΑΝΙΚΟΝ ΠΛΟΙΟΝ [1024, 1323, 1264, 1350]
